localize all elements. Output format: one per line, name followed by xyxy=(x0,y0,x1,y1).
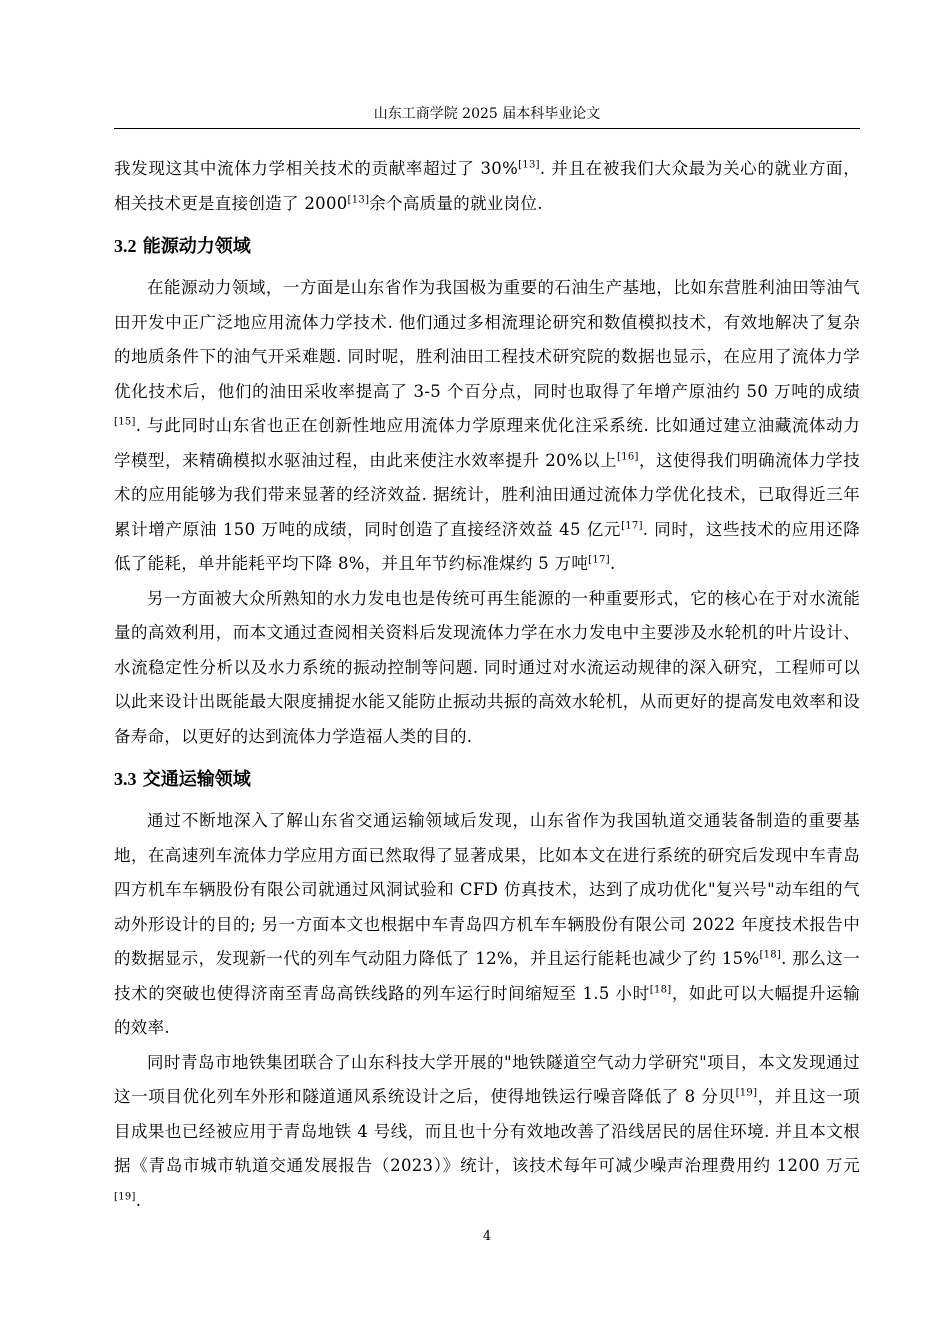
paragraph-hydropower: 另一方面被大众所熟知的水力发电也是传统可再生能源的一种重要形式，它的核心在于对水流能量的高效利用，而本文通过查阅相关资料后发现流体力学在水力发电中主要涉及水轮机的叶片设计、水流稳定性分析以及水力系统的振动控制等问题. 同时通过对水流运动规律的深入研究，工程师可以以此来设计出既能最大限度捕捉水能又能防止振动共振的高效水轮机，从而更好的提高发电效率和设备寿命，以更好的达到流体力学造福人类的目的. xyxy=(114,588,860,746)
citation-ref: [13] xyxy=(347,194,370,205)
text-run: . xyxy=(135,1190,142,1210)
citation-ref: [18] xyxy=(759,949,782,961)
section-number: 3.2 xyxy=(114,236,137,256)
paragraph-metro xyxy=(114,1046,860,1219)
text-run: 通过不断地深入了解山东省交通运输领域后发现，山东省作为我国轨道交通装备制造的重要基地，在高速列车流体力学应用方面已然取得了显著成果，比如本文在进行系统的研究后发现中车青岛四方机车车辆股份有限公司就通过风洞试验和 CFD 仿真技术，达到了成功优化"复兴号"动车组的气动外形设计的目的; 另一方面本文也根据中车青岛四方机车车辆股份有限公司 2022 年度技术报告中的数据显示，发现新一代的列车气动阻力降低了 12%，并且运行能耗也减少了约 15% xyxy=(114,811,860,968)
continued-paragraph xyxy=(114,152,860,221)
paragraph-oil-field xyxy=(114,271,860,582)
text-run: . 同时，这些技术的应用还降低了能耗，单井能耗平均下降 8%，并且年节约标准煤约 5 万吨 xyxy=(114,519,860,573)
text-run: . 那么这一技术的突破也使得济南至青岛高铁线路的列车运行时间缩短至 1.5 小时 xyxy=(114,949,860,1003)
body-text xyxy=(114,152,860,1218)
page-number: 4 xyxy=(482,1229,492,1244)
section-title: 交通运输领域 xyxy=(142,769,251,790)
text-run: . 与此同时山东省也正在创新性地应用流体力学原理来优化注采系统. 比如通过建立油藏流体动力学模型，来精确模拟水驱油过程，由此来使注水效率提升 20%以上 xyxy=(114,416,860,470)
citation-ref: [16] xyxy=(617,451,639,462)
paragraph-high-speed-rail xyxy=(114,804,860,1046)
citation-ref: [19] xyxy=(735,1087,758,1099)
text-run: 在能源动力领域，一方面是山东省作为我国极为重要的石油生产基地，比如东营胜利油田等油气田开发中正广泛地应用流体力学技术. 他们通过多相流理论研究和数值模拟技术，有效地解决了复杂的地质条件下的油气开采难题. 同时呢，胜利油田工程技术研究院的数据也显示，在应用了流体力学优化技术后，他们的油田采收率提高了 3-5 个百分点，同时也取得了年增产原油约 50 万吨的成绩 xyxy=(114,278,860,401)
header-rule xyxy=(114,128,860,129)
text-run: ，如此可以大幅提升运输的效率. xyxy=(114,983,860,1037)
section-number: 3.3 xyxy=(114,769,137,789)
running-header: 山东工商学院 2025 届本科毕业论文 xyxy=(373,106,601,122)
text-run: . xyxy=(609,554,616,573)
section-heading-3-3 xyxy=(114,762,860,796)
section-title: 能源动力领域 xyxy=(142,236,251,257)
text-run: ，这使得我们明确流体力学技术的应用能够为我们带来显著的经济效益. 据统计，胜利油田通过流体力学优化技术，已取得近三年累计增产原油 150 万吨的成绩，同时创造了直接经济效益 45 亿元 xyxy=(114,450,860,539)
citation-ref: [18] xyxy=(649,984,672,995)
text-run: . 并且在被我们大众最为关心的就业方面，相关技术更是直接创造了 2000 xyxy=(114,159,860,213)
citation-ref: [13] xyxy=(518,159,540,171)
section-heading-3-2 xyxy=(114,229,860,263)
text-run: 同时青岛市地铁集团联合了山东科技大学开展的"地铁隧道空气动力学研究"项目，本文发现通过这一项目优化列车外形和隧道通风系统设计之后，使得地铁运行噪音降低了 8 分贝 xyxy=(114,1052,860,1106)
text-run: 余个高质量的就业岗位. xyxy=(369,193,543,213)
text-run: 我发现这其中流体力学相关技术的贡献率超过了 30% xyxy=(114,159,519,178)
citation-ref: [17] xyxy=(621,520,643,531)
text-run: ，并且这一项目成果也已经被应用于青岛地铁 4 号线，而且也十分有效地改善了沿线居民的居住环境. 并且本文根据《青岛市城市轨道交通发展报告（2023）》统计，该技术每年可减少噪声治理费用约 1200 万元 xyxy=(114,1087,860,1175)
citation-ref: [19] xyxy=(114,1191,136,1202)
citation-ref: [15] xyxy=(114,416,136,428)
citation-ref: [17] xyxy=(588,554,610,566)
